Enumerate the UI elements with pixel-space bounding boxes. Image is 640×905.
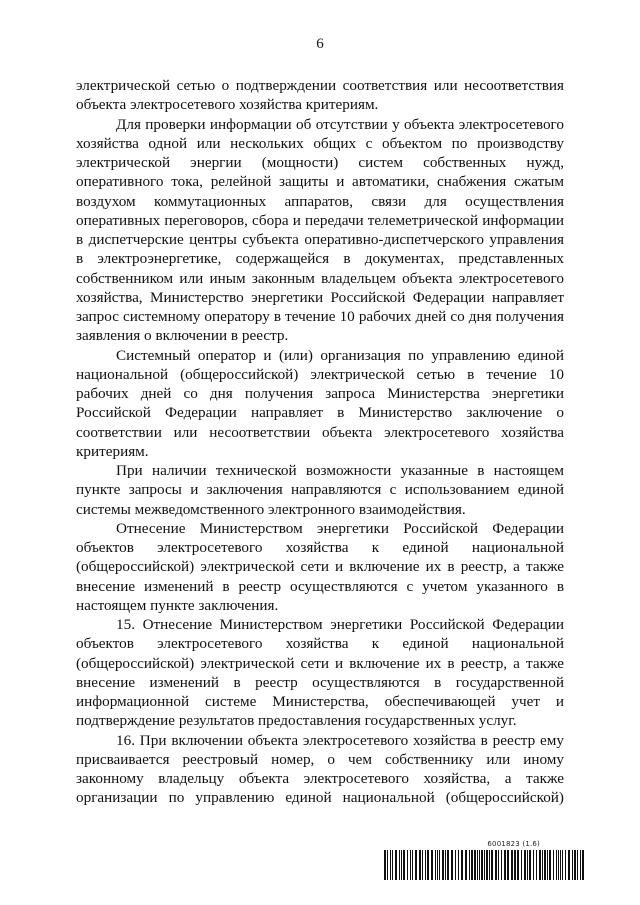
paragraph-electronic-interaction: При наличии технической возможности указанные в настоящем пункте запросы и заключения направляются с использованием единой системы межведомственного электронного взаимодействия. [76,462,564,518]
barcode-image [384,850,586,880]
paragraph-clause-15: 15. Отнесение Министерством энергетики Российской Федерации объектов электросетевого хозяйства к единой национальной (общероссийской) электрической сети и включение их в реестр, а также внесение изменений в реестр осуществляются в государственной информационной системе Министерства, обеспечивающей учет и подтверждение результатов предоставления государственных услуг. [76,616,564,730]
document-body [76,76,564,808]
barcode-code: 6001823 (1.6) [487,840,540,848]
page-number: 6 [316,36,324,52]
paragraph-continuation: электрической сетью о подтверждении соответствия или несоответствия объекта электросетевого хозяйства критериям. [76,77,564,114]
paragraph-clause-16: 16. При включении объекта электросетевого хозяйства в реестр ему присваивается реестровый номер, о чем собственнику или иному законному владельцу объекта электросетевого хозяйства, а также организации по управлению единой национальной (общероссийской) [76,731,564,807]
barcode-block [384,840,586,880]
paragraph-verification-request: Для проверки информации об отсутствии у объекта электросетевого хозяйства одной или нескольких общих с объектом по производству электрической энергии (мощности) систем собственных нужд, оперативного тока, релейной защиты и автоматики, снабжения сжатым воздухом коммутационных аппаратов, связи для осуществления оперативных переговоров, сбора и передачи телеметрической информации в диспетчерские центры субъекта оперативно-диспетчерского управления в электроэнергетике, содержащейся в документах, представленных собственником или иным законным владельцем объекта электросетевого хозяйства, Министерство энергетики Российской Федерации направляет запрос системному оператору в течение 10 рабочих дней со дня получения заявления о включении в реестр. [76,115,564,345]
paragraph-system-operator-conclusion: Системный оператор и (или) организация по управлению единой национальной (общероссийской) электрической сетью в течение 10 рабочих дней со дня получения запроса Министерства энергетики Российской Федерации направляет в Министерство заключение о соответствии или несоответствии объекта электросетевого хозяйства критериям. [76,346,564,460]
paragraph-registry-classification: Отнесение Министерством энергетики Российской Федерации объектов электросетевого хозяйства к единой национальной (общероссийской) электрической сети и включение их в реестр, а также внесение изменений в реестр осуществляются с учетом указанного в настоящем пункте заключения. [76,519,564,614]
